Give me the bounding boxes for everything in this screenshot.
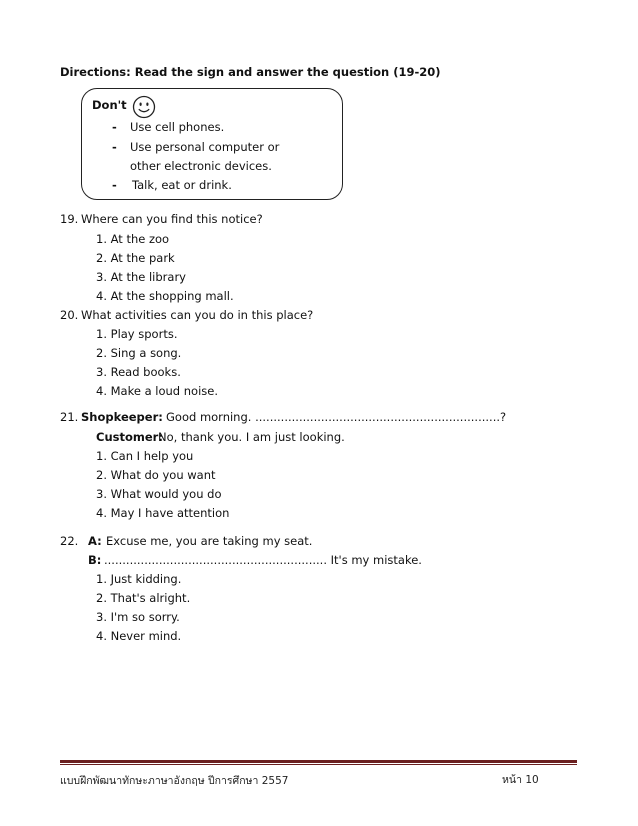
question-20-option-1: 1. Play sports. — [96, 327, 178, 341]
question-21-option-3: 3. What would you do — [96, 487, 222, 501]
footer-rule-thin — [60, 764, 577, 765]
question-22-option-2: 2. That's alright. — [96, 591, 191, 605]
footer-title: แบบฝึกพัฒนาทักษะภาษาอังกฤษ ปีการศึกษา 2557 — [60, 775, 289, 787]
smiley-icon — [132, 95, 156, 119]
question-19-text: Where can you find this notice? — [81, 212, 263, 226]
notice-dash-4: - — [112, 178, 117, 192]
question-21-option-2: 2. What do you want — [96, 468, 216, 482]
question-22-speaker-1: A: — [88, 534, 102, 548]
notice-rule-4: Talk, eat or drink. — [132, 178, 232, 192]
question-21-speaker-1: Shopkeeper: — [81, 410, 163, 424]
question-20-number: 20. — [60, 308, 79, 322]
question-20-text: What activities can you do in this place? — [81, 308, 314, 322]
page-number: หน้า 10 — [502, 774, 539, 786]
question-19-option-2: 2. At the park — [96, 251, 175, 265]
question-22-line-1: Excuse me, you are taking my seat. — [106, 534, 313, 548]
question-21-option-1: 1. Can I help you — [96, 449, 194, 463]
question-19-option-4: 4. At the shopping mall. — [96, 289, 234, 303]
notice-dash-1: - — [112, 120, 117, 134]
question-19-number: 19. — [60, 212, 79, 226]
notice-rule-3: other electronic devices. — [130, 159, 272, 173]
question-19-option-3: 3. At the library — [96, 270, 186, 284]
question-20-option-3: 3. Read books. — [96, 365, 181, 379]
question-21-line-1: Good morning. ...................................................................? — [166, 410, 507, 424]
question-21-line-2: No, thank you. I am just looking. — [158, 430, 345, 444]
question-22-line-2: ............................................................. It's my mistake. — [104, 553, 422, 567]
notice-title: Don't — [92, 98, 127, 112]
notice-rule-2: Use personal computer or — [130, 140, 280, 154]
question-21-option-4: 4. May I have attention — [96, 506, 230, 520]
question-22-speaker-2: B: — [88, 553, 102, 567]
directions: Directions: Read the sign and answer the question (19-20) — [60, 65, 441, 79]
question-20-option-2: 2. Sing a song. — [96, 346, 182, 360]
question-22-option-3: 3. I'm so sorry. — [96, 610, 180, 624]
question-22-number: 22. — [60, 534, 79, 548]
question-21-number: 21. — [60, 410, 79, 424]
question-22-option-4: 4. Never mind. — [96, 629, 182, 643]
notice-dash-2: - — [112, 140, 117, 154]
question-21-speaker-2: Customer: — [96, 430, 163, 444]
footer-rule-thick — [60, 760, 577, 763]
notice-rule-1: Use cell phones. — [130, 120, 225, 134]
question-22-option-1: 1. Just kidding. — [96, 572, 182, 586]
question-20-option-4: 4. Make a loud noise. — [96, 384, 218, 398]
question-19-option-1: 1. At the zoo — [96, 232, 170, 246]
